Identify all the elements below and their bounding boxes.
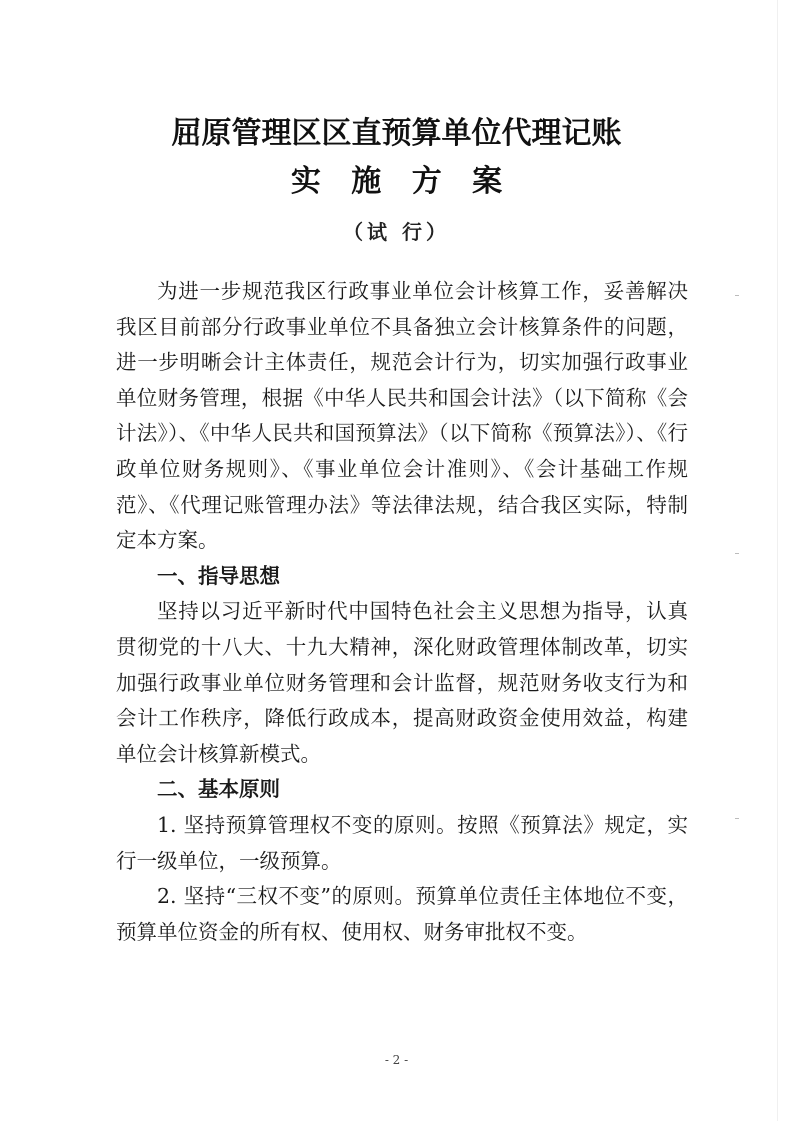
body-paragraph: 1. 坚持预算管理权不变的原则。按照《预算法》规定，实行一级单位，一级预算。	[116, 812, 688, 873]
document-title: 屈原管理区区直预算单位代理记账	[171, 116, 622, 151]
body-paragraph: 为进一步规范我区行政事业单位会计核算工作，妥善解决我区目前部分行政事业单位不具备独立会计核算条件的问题，进一步明晰会计主体责任，规范会计行为，切实加强行政事业单位财务管理，根据《中华人民共和国会计法》（以下简称《会计法》）、《中华人民共和国预算法》（以下简称《预算法》）、《行政单位财务规则》、《事业单位会计准则》、《会计基础工作规范》、《代理记账管理办法》等法律法规，结合我区实际，特制定本方案。	[116, 279, 688, 553]
document-title-line2: 实 施 方 案	[290, 164, 513, 199]
body-paragraph: 坚持以习近平新时代中国特色社会主义思想为指导，认真贯彻党的十八大、十九大精神，深化财政管理体制改革，切实加强行政事业单位财务管理和会计监督，规范财务收支行为和会计工作秩序，降低行政成本，提高财政资金使用效益，构建单位会计核算新模式。	[116, 599, 688, 766]
document-subtitle: （试 行）	[343, 220, 450, 244]
scan-artifact	[735, 295, 739, 296]
scan-artifact	[735, 818, 739, 819]
section-heading: 一、指导思想	[157, 563, 280, 588]
body-paragraph: 2. 坚持“三权不变”的原则。预算单位责任主体地位不变，预算单位资金的所有权、使用权、财务审批权不变。	[116, 884, 688, 944]
section-heading: 二、基本原则	[157, 777, 280, 802]
scan-artifact	[735, 553, 739, 554]
page-number: - 2 -	[384, 1053, 409, 1067]
document-body	[116, 274, 688, 950]
title-block	[0, 110, 793, 250]
